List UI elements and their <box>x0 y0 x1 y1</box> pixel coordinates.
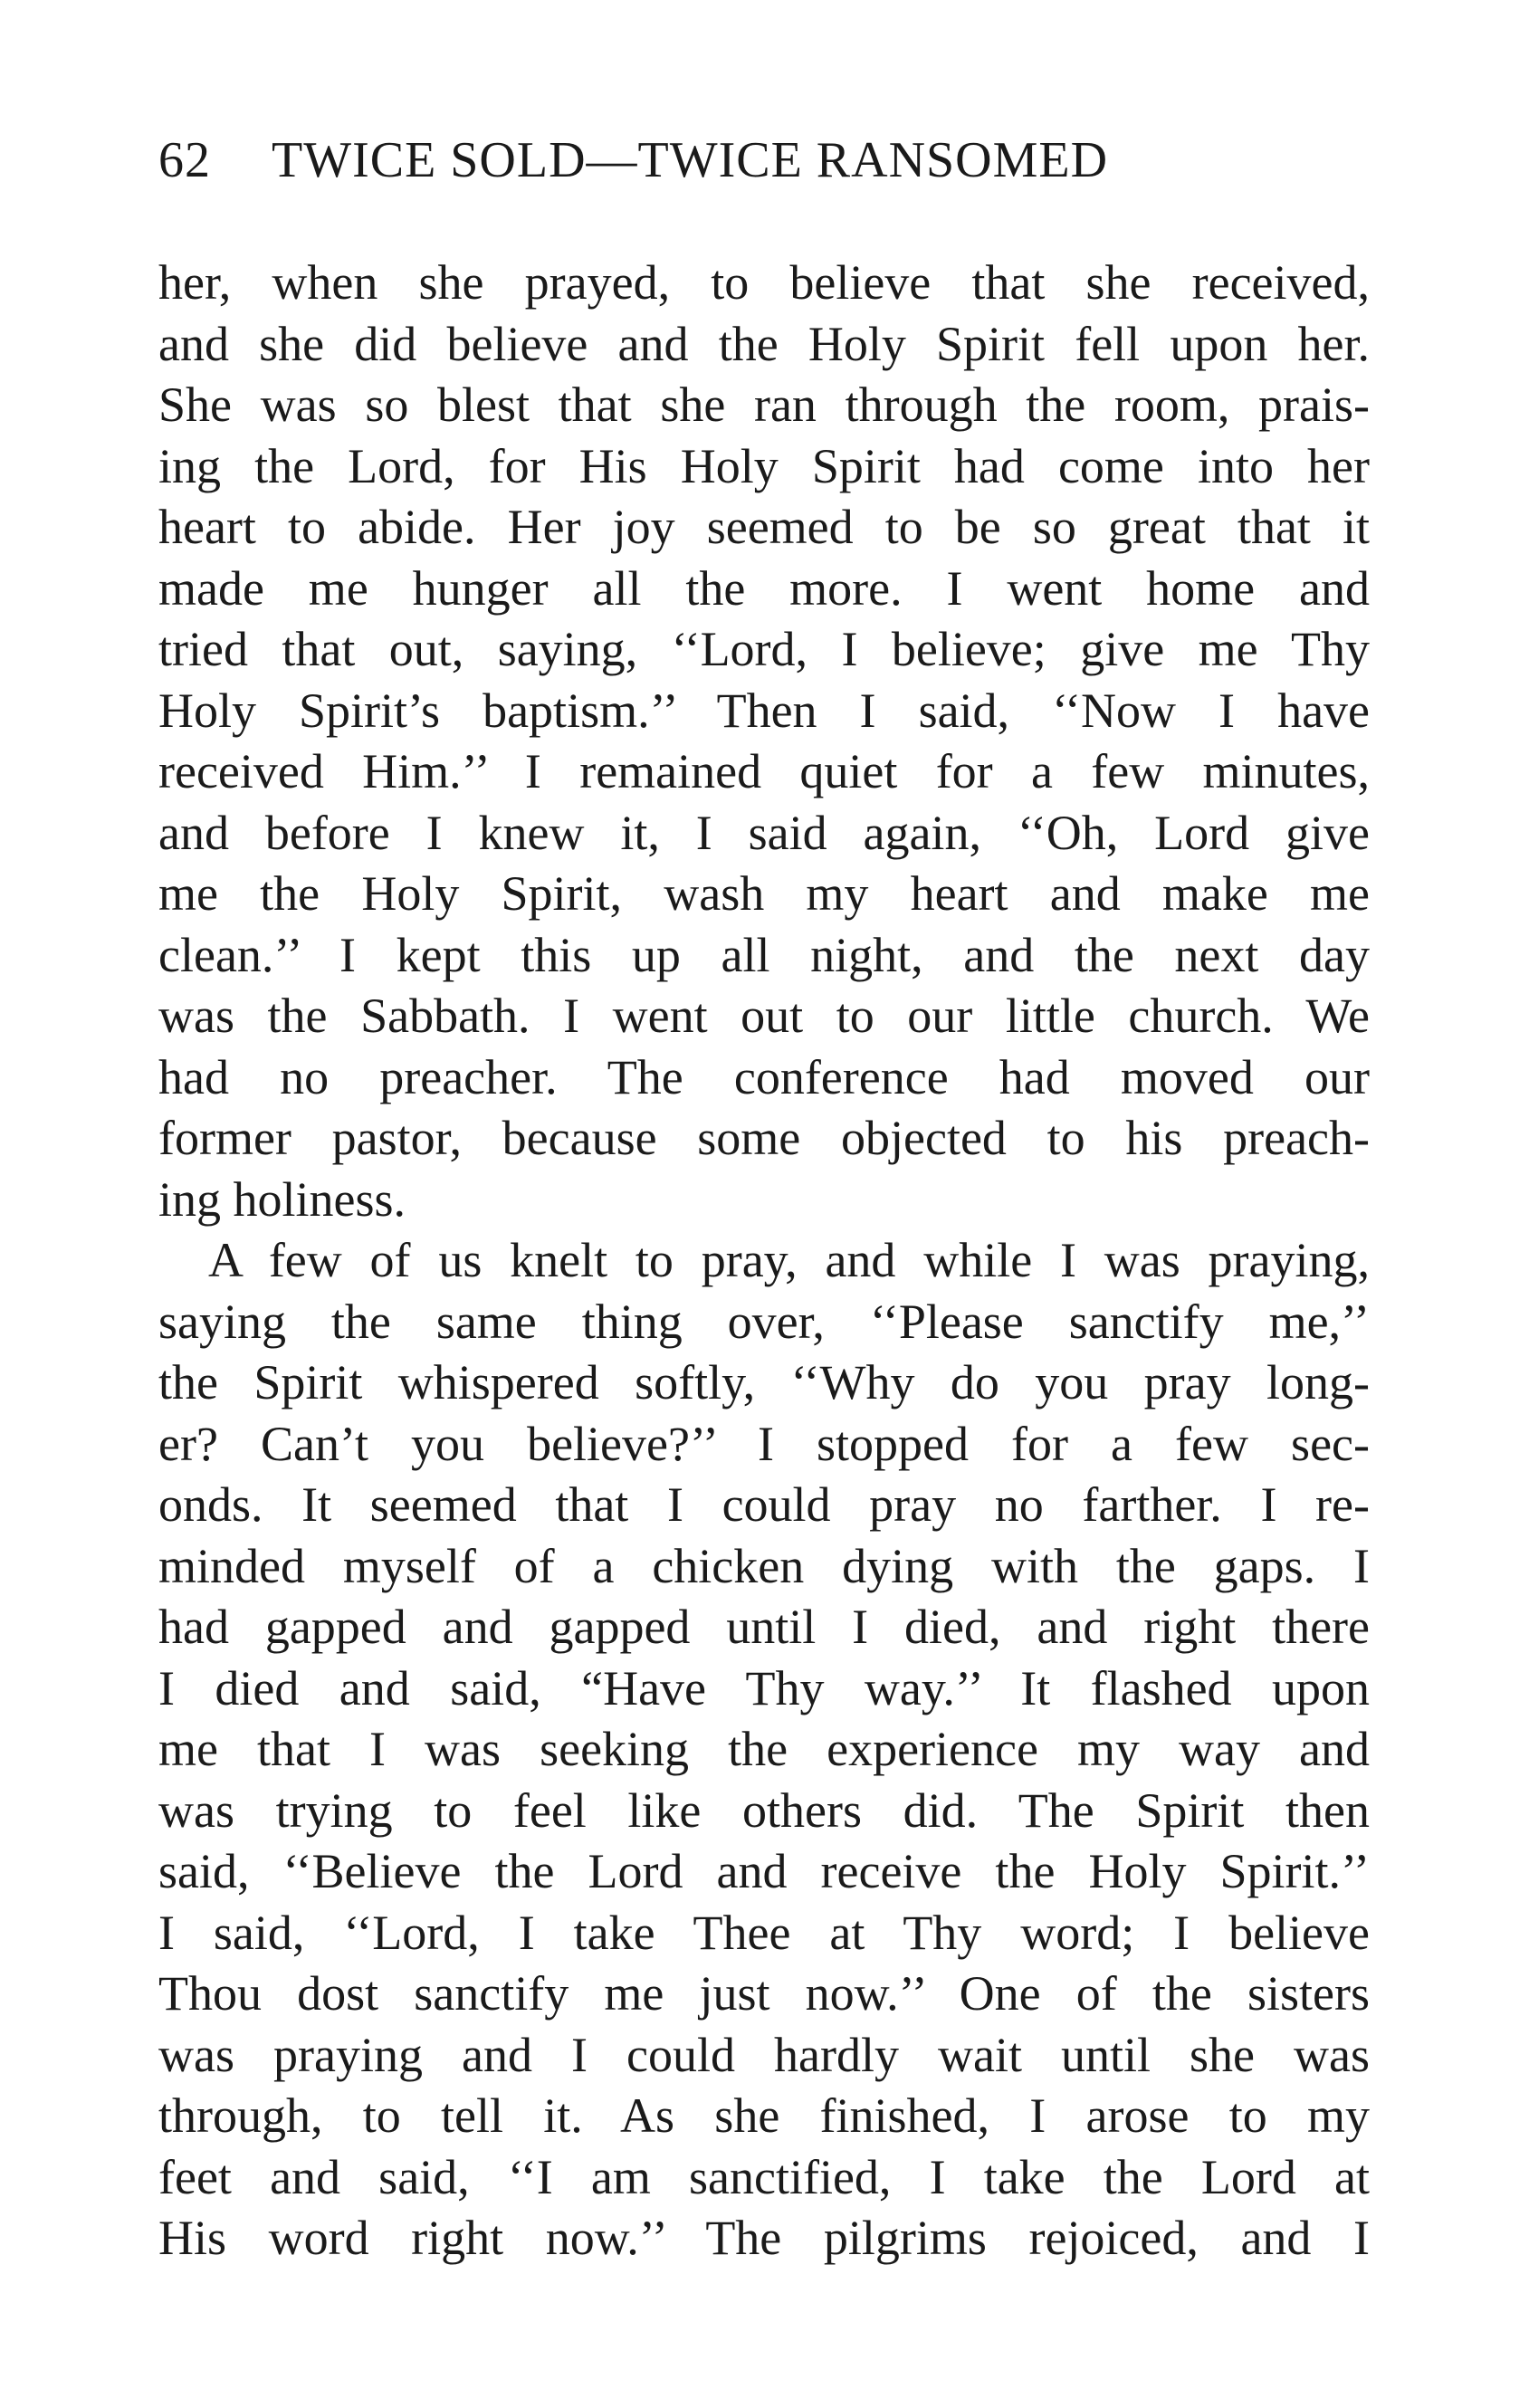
text-line: made me hunger all the more. I went home and <box>158 560 1370 616</box>
text-line: saying the same thing over, ‘‘Please sanctify me,’’ <box>158 1294 1370 1349</box>
text-line: the Spirit whispered softly, ‘‘Why do you pray long- <box>158 1355 1370 1409</box>
text-line: She was so blest that she ran through the room, prais- <box>158 377 1370 432</box>
text-line: me that I was seeking the experience my way and <box>158 1722 1370 1776</box>
text-line: Thou dost sanctify me just now.’’ One of the sisters <box>158 1966 1370 2021</box>
text-line: was trying to feel like others did. The Spirit then <box>158 1782 1370 1838</box>
text-line: I said, ‘‘Lord, I take Thee at Thy word; I believe <box>158 1905 1370 1960</box>
text-line: was the Sabbath. I went out to our little church. We <box>158 989 1370 1043</box>
text-line: ing holiness. <box>158 1171 406 1227</box>
text-line: said, ‘‘Believe the Lord and receive the Holy Spirit.’’ <box>158 1844 1370 1898</box>
text-line: tried that out, saying, ‘‘Lord, I believe; give me Thy <box>158 622 1370 676</box>
text-line: clean.’’ I kept this up all night, and the next day <box>158 927 1370 982</box>
running-head <box>158 129 1371 192</box>
text-line: had no preacher. The conference had moved our <box>158 1049 1370 1104</box>
text-line: A few of us knelt to pray, and while I was praying, <box>208 1233 1370 1287</box>
text-line: and before I knew it, I said again, ‘‘Oh, Lord give <box>158 805 1370 860</box>
text-line: former pastor, because some objected to his preach- <box>158 1111 1370 1165</box>
page-number: 62 <box>158 132 211 188</box>
text-line: feet and said, ‘‘I am sanctified, I take the Lord at <box>158 2149 1370 2204</box>
body-text <box>158 253 1370 2269</box>
text-line: through, to tell it. As she finished, I arose to my <box>158 2088 1370 2143</box>
text-line: His word right now.’’ The pilgrims rejoiced, and I <box>158 2211 1370 2265</box>
text-line: I died and said, “Have Thy way.’’ It flashed upon <box>158 1660 1370 1715</box>
text-line: her, when she prayed, to believe that she received, <box>158 255 1370 310</box>
text-line: heart to abide. Her joy seemed to be so great that it <box>158 500 1370 554</box>
text-line: was praying and I could hardly wait until she was <box>158 2027 1370 2082</box>
text-line: me the Holy Spirit, wash my heart and make me <box>158 866 1370 921</box>
text-line: had gapped and gapped until I died, and right there <box>158 1600 1370 1654</box>
text-line: ing the Lord, for His Holy Spirit had come into her <box>158 438 1370 493</box>
text-line: onds. It seemed that I could pray no farther. I re- <box>158 1477 1370 1532</box>
book-title: TWICE SOLD—TWICE RANSOMED <box>272 132 1109 188</box>
text-line: er? Can’t you believe?’’ I stopped for a few sec- <box>158 1416 1370 1471</box>
text-line: received Him.’’ I remained quiet for a few minutes, <box>158 744 1370 798</box>
text-line: and she did believe and the Holy Spirit fell upon her. <box>158 316 1370 371</box>
text-line: Holy Spirit’s baptism.’’ Then I said, ‘‘Now I have <box>158 683 1370 738</box>
text-line: minded myself of a chicken dying with the gaps. I <box>158 1538 1370 1593</box>
